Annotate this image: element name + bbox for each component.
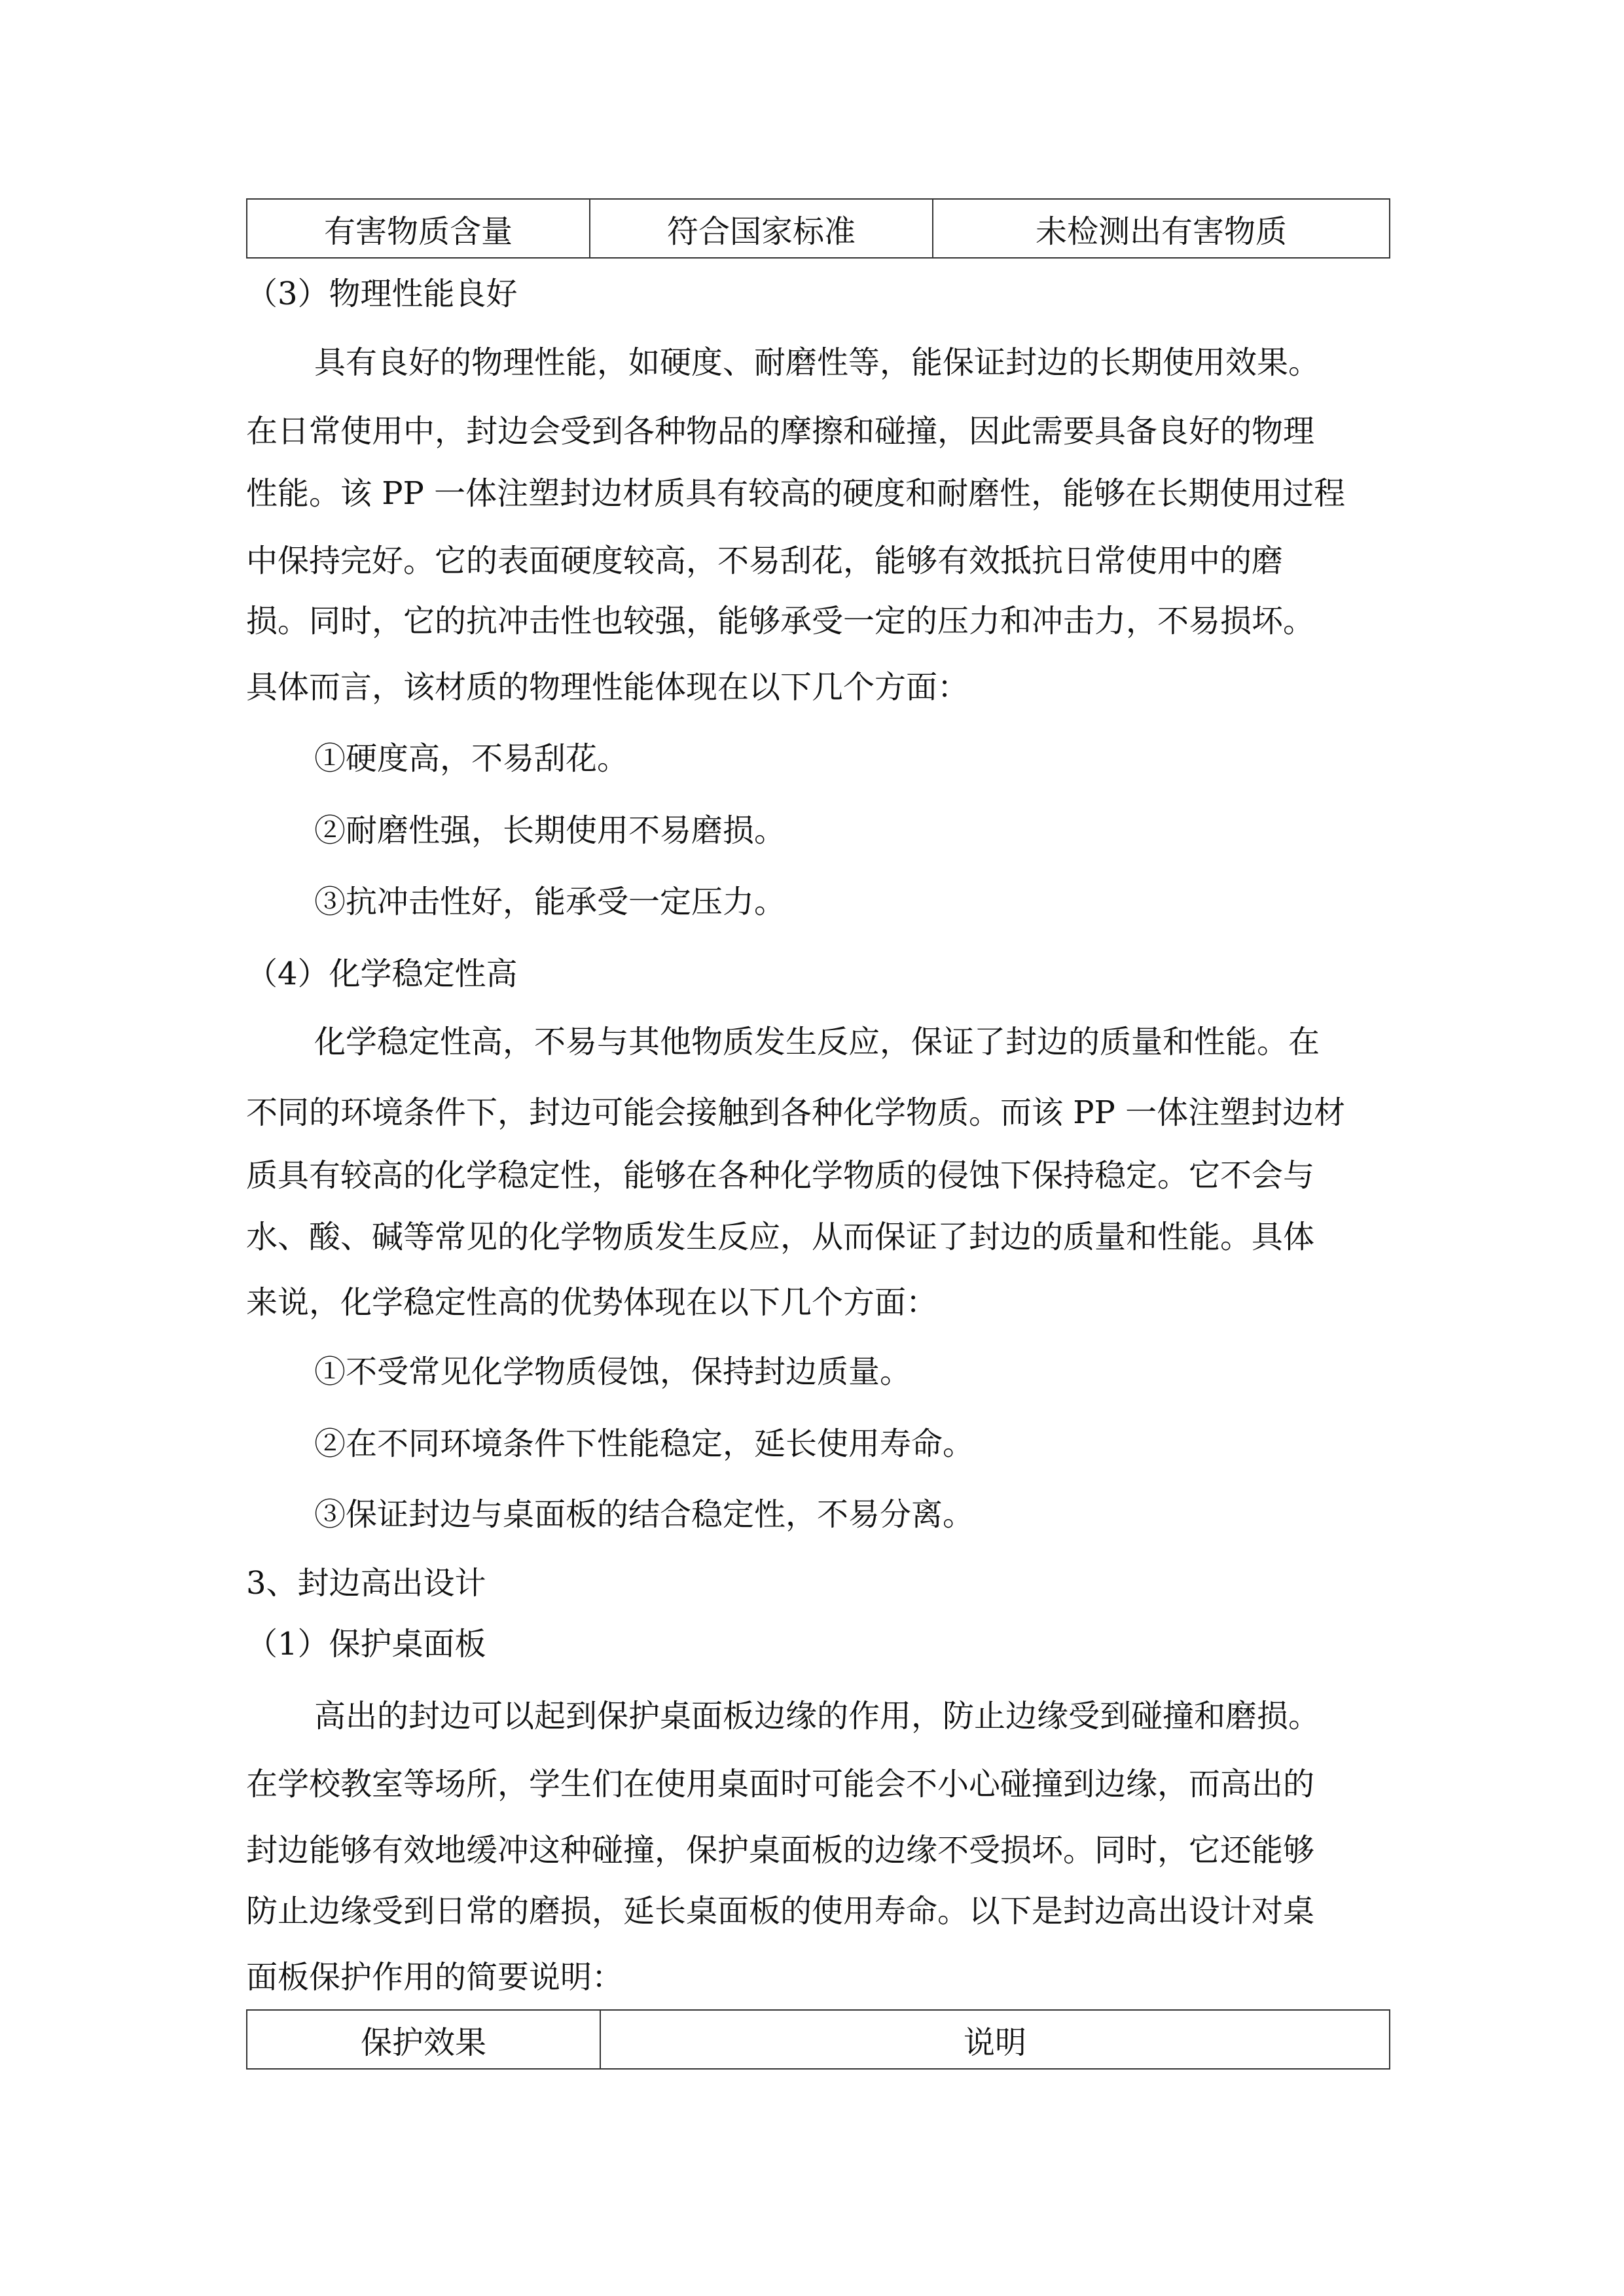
list-item: ①不受常见化学物质侵蚀，保持封边质量。 [314, 1354, 912, 1390]
section-heading: （4）化学稳定性高 [246, 956, 518, 992]
paragraph-line: 具体而言，该材质的物理性能体现在以下几个方面： [246, 669, 969, 706]
paragraph-line: 在学校教室等场所，学生们在使用桌面时可能会不小心碰撞到边缘，而高出的 [246, 1766, 1315, 1803]
paragraph-line: 面板保护作用的简要说明： [246, 1959, 624, 1996]
table-row [247, 199, 1390, 258]
table-cell: 未检测出有害物质 [933, 199, 1390, 258]
paragraph-line: 性能。该 PP 一体注塑封边材质具有较高的硬度和耐磨性，能够在长期使用过程 [246, 475, 1346, 512]
paragraph-line: 封边能够有效地缓冲这种碰撞，保护桌面板的边缘不受损坏。同时，它还能够 [246, 1832, 1315, 1869]
list-item: ③抗冲击性好，能承受一定压力。 [314, 884, 786, 920]
list-item: ①硬度高，不易刮花。 [314, 740, 629, 777]
paragraph-line: 水、酸、碱等常见的化学物质发生反应，从而保证了封边的质量和性能。具体 [246, 1219, 1315, 1255]
paragraph-line: 具有良好的物理性能，如硬度、耐磨性等，能保证封边的长期使用效果。 [314, 344, 1320, 381]
hazard-table [246, 198, 1390, 259]
paragraph-line: 中保持完好。它的表面硬度较高，不易刮花，能够有效抵抗日常使用中的磨 [246, 543, 1284, 579]
paragraph-line: 不同的环境条件下，封边可能会接触到各种化学物质。而该 PP 一体注塑封边材 [246, 1094, 1346, 1131]
table-header-cell: 说明 [600, 2010, 1390, 2069]
paragraph-line: 质具有较高的化学稳定性，能够在各种化学物质的侵蚀下保持稳定。它不会与 [246, 1157, 1315, 1194]
list-item: ③保证封边与桌面板的结合稳定性，不易分离。 [314, 1496, 975, 1533]
paragraph-line: 化学稳定性高，不易与其他物质发生反应，保证了封边的质量和性能。在 [314, 1024, 1320, 1060]
paragraph-line: 损。同时，它的抗冲击性也较强，能够承受一定的压力和冲击力，不易损坏。 [246, 603, 1315, 639]
table-cell: 符合国家标准 [590, 199, 933, 258]
table-header-row [247, 2010, 1390, 2069]
paragraph-line: 来说，化学稳定性高的优势体现在以下几个方面： [246, 1284, 938, 1321]
subsection-heading: （1）保护桌面板 [246, 1626, 486, 1662]
section-heading: （3）物理性能良好 [246, 276, 518, 312]
table-cell: 有害物质含量 [247, 199, 590, 258]
list-item: ②在不同环境条件下性能稳定，延长使用寿命。 [314, 1426, 975, 1462]
protection-table [246, 2009, 1390, 2070]
table-header-cell: 保护效果 [247, 2010, 600, 2069]
section-heading: 3、封边高出设计 [246, 1565, 486, 1602]
paragraph-line: 高出的封边可以起到保护桌面板边缘的作用，防止边缘受到碰撞和磨损。 [314, 1698, 1320, 1734]
paragraph-line: 在日常使用中，封边会受到各种物品的摩擦和碰撞，因此需要具备良好的物理 [246, 413, 1315, 450]
paragraph-line: 防止边缘受到日常的磨损，延长桌面板的使用寿命。以下是封边高出设计对桌 [246, 1893, 1315, 1929]
list-item: ②耐磨性强，长期使用不易磨损。 [314, 812, 786, 849]
